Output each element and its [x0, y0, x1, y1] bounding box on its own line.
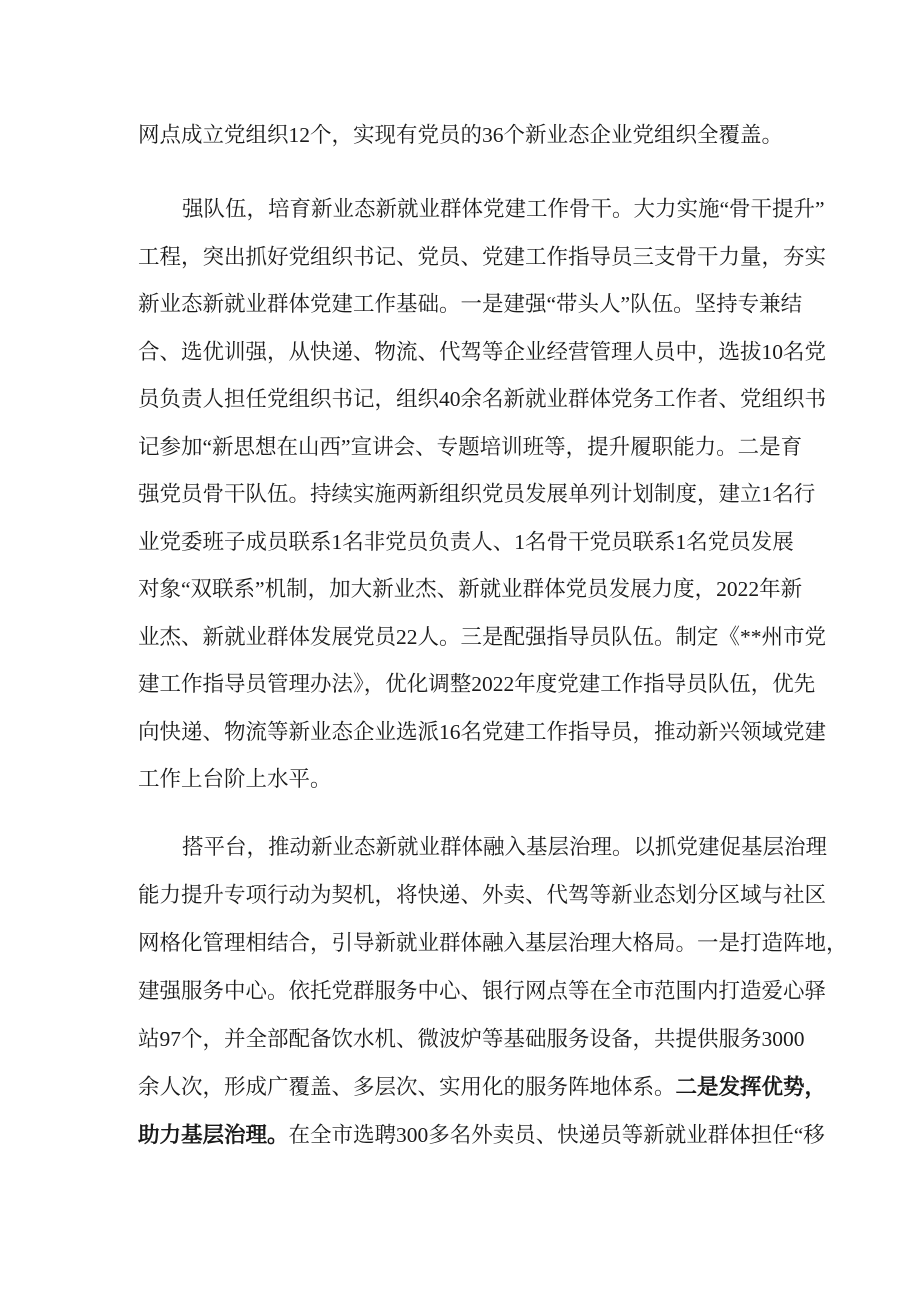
paragraph-2-line-8: 业党委班子成员联系1名非党员负责人、1名骨干党员联系1名党员发展: [138, 529, 794, 554]
line-text: 在全市选聘300多名外卖员、快递员等新就业群体担任“移: [288, 1123, 825, 1147]
paragraph-2-line-9: 对象“双联系”机制，加大新业杰、新就业群体党员发展力度，2022年新: [138, 577, 803, 601]
paragraph-1-line-1: 网点成立党组织12个，实现有党员的36个新业态企业党组织全覆盖。: [138, 123, 784, 147]
paragraph-3-line-1: 搭平台，推动新业态新就业群体融入基层治理。以抓党建促基层治理: [182, 835, 828, 859]
paragraph-3-line-5: 站97个，并全部配备饮水机、微波炉等基础服务设备，共提供服务3000: [138, 1027, 805, 1051]
paragraph-2-line-5: 员负责人担任党组织书记，组织40余名新就业群体党务工作者、党组织书: [138, 387, 827, 411]
paragraph-2-line-11: 建工作指导员管理办法》，优化调整2022年度党建工作指导员队伍，优先: [138, 672, 816, 696]
paragraph-2-line-12: 向快递、物流等新业态企业选派16名党建工作指导员，推动新兴领域党建: [138, 719, 827, 744]
paragraph-3-line-3: 网格化管理相结合，引导新就业群体融入基层治理大格局。一是打造阵地，: [138, 931, 848, 955]
paragraph-2-line-4: 合、选优训强，从快递、物流、代驾等企业经营管理人员中，选拔10名党: [138, 339, 827, 364]
paragraph-2-line-2: 工程，突出抓好党组织书记、党员、党建工作指导员三支骨干力量，夯实: [138, 244, 827, 269]
paragraph-2-line-7: 强党员骨干队伍。持续实施两新组织党员发展单列计划制度，建立1名行: [138, 482, 816, 506]
paragraph-3-line-6: [138, 1072, 827, 1102]
paragraph-3-line-4: 建强服务中心。依托党群服务中心、银行网点等在全市范围内打造爱心驿: [138, 979, 827, 1003]
paragraph-2-line-3: 新业态新就业群体党建工作基础。一是建强“带头人”队伍。坚持专兼结: [138, 292, 803, 316]
paragraph-2-line-13: 工作上台阶上水平。: [138, 767, 332, 791]
line-text: 余人次，形成广覆盖、多层次、实用化的服务阵地体系。: [138, 1075, 676, 1099]
paragraph-3-line-7: [138, 1120, 825, 1150]
bold-heading-text: 二是发挥优势，: [675, 1075, 827, 1099]
bold-heading-text: 助力基层治理。: [138, 1123, 289, 1147]
paragraph-3-line-2: 能力提升专项行动为契机，将快递、外卖、代驾等新业态划分区域与社区: [138, 883, 827, 907]
paragraph-2-line-6: 记参加“新思想在山西”宣讲会、专题培训班等，提升履职能力。二是育: [138, 434, 803, 459]
paragraph-2-line-1: 强队伍，培育新业态新就业群体党建工作骨干。大力实施“骨干提升”: [182, 197, 825, 221]
paragraph-2-line-10: 业杰、新就业群体发展党员22人。三是配强指导员队伍。制定《**州市党: [138, 624, 827, 649]
